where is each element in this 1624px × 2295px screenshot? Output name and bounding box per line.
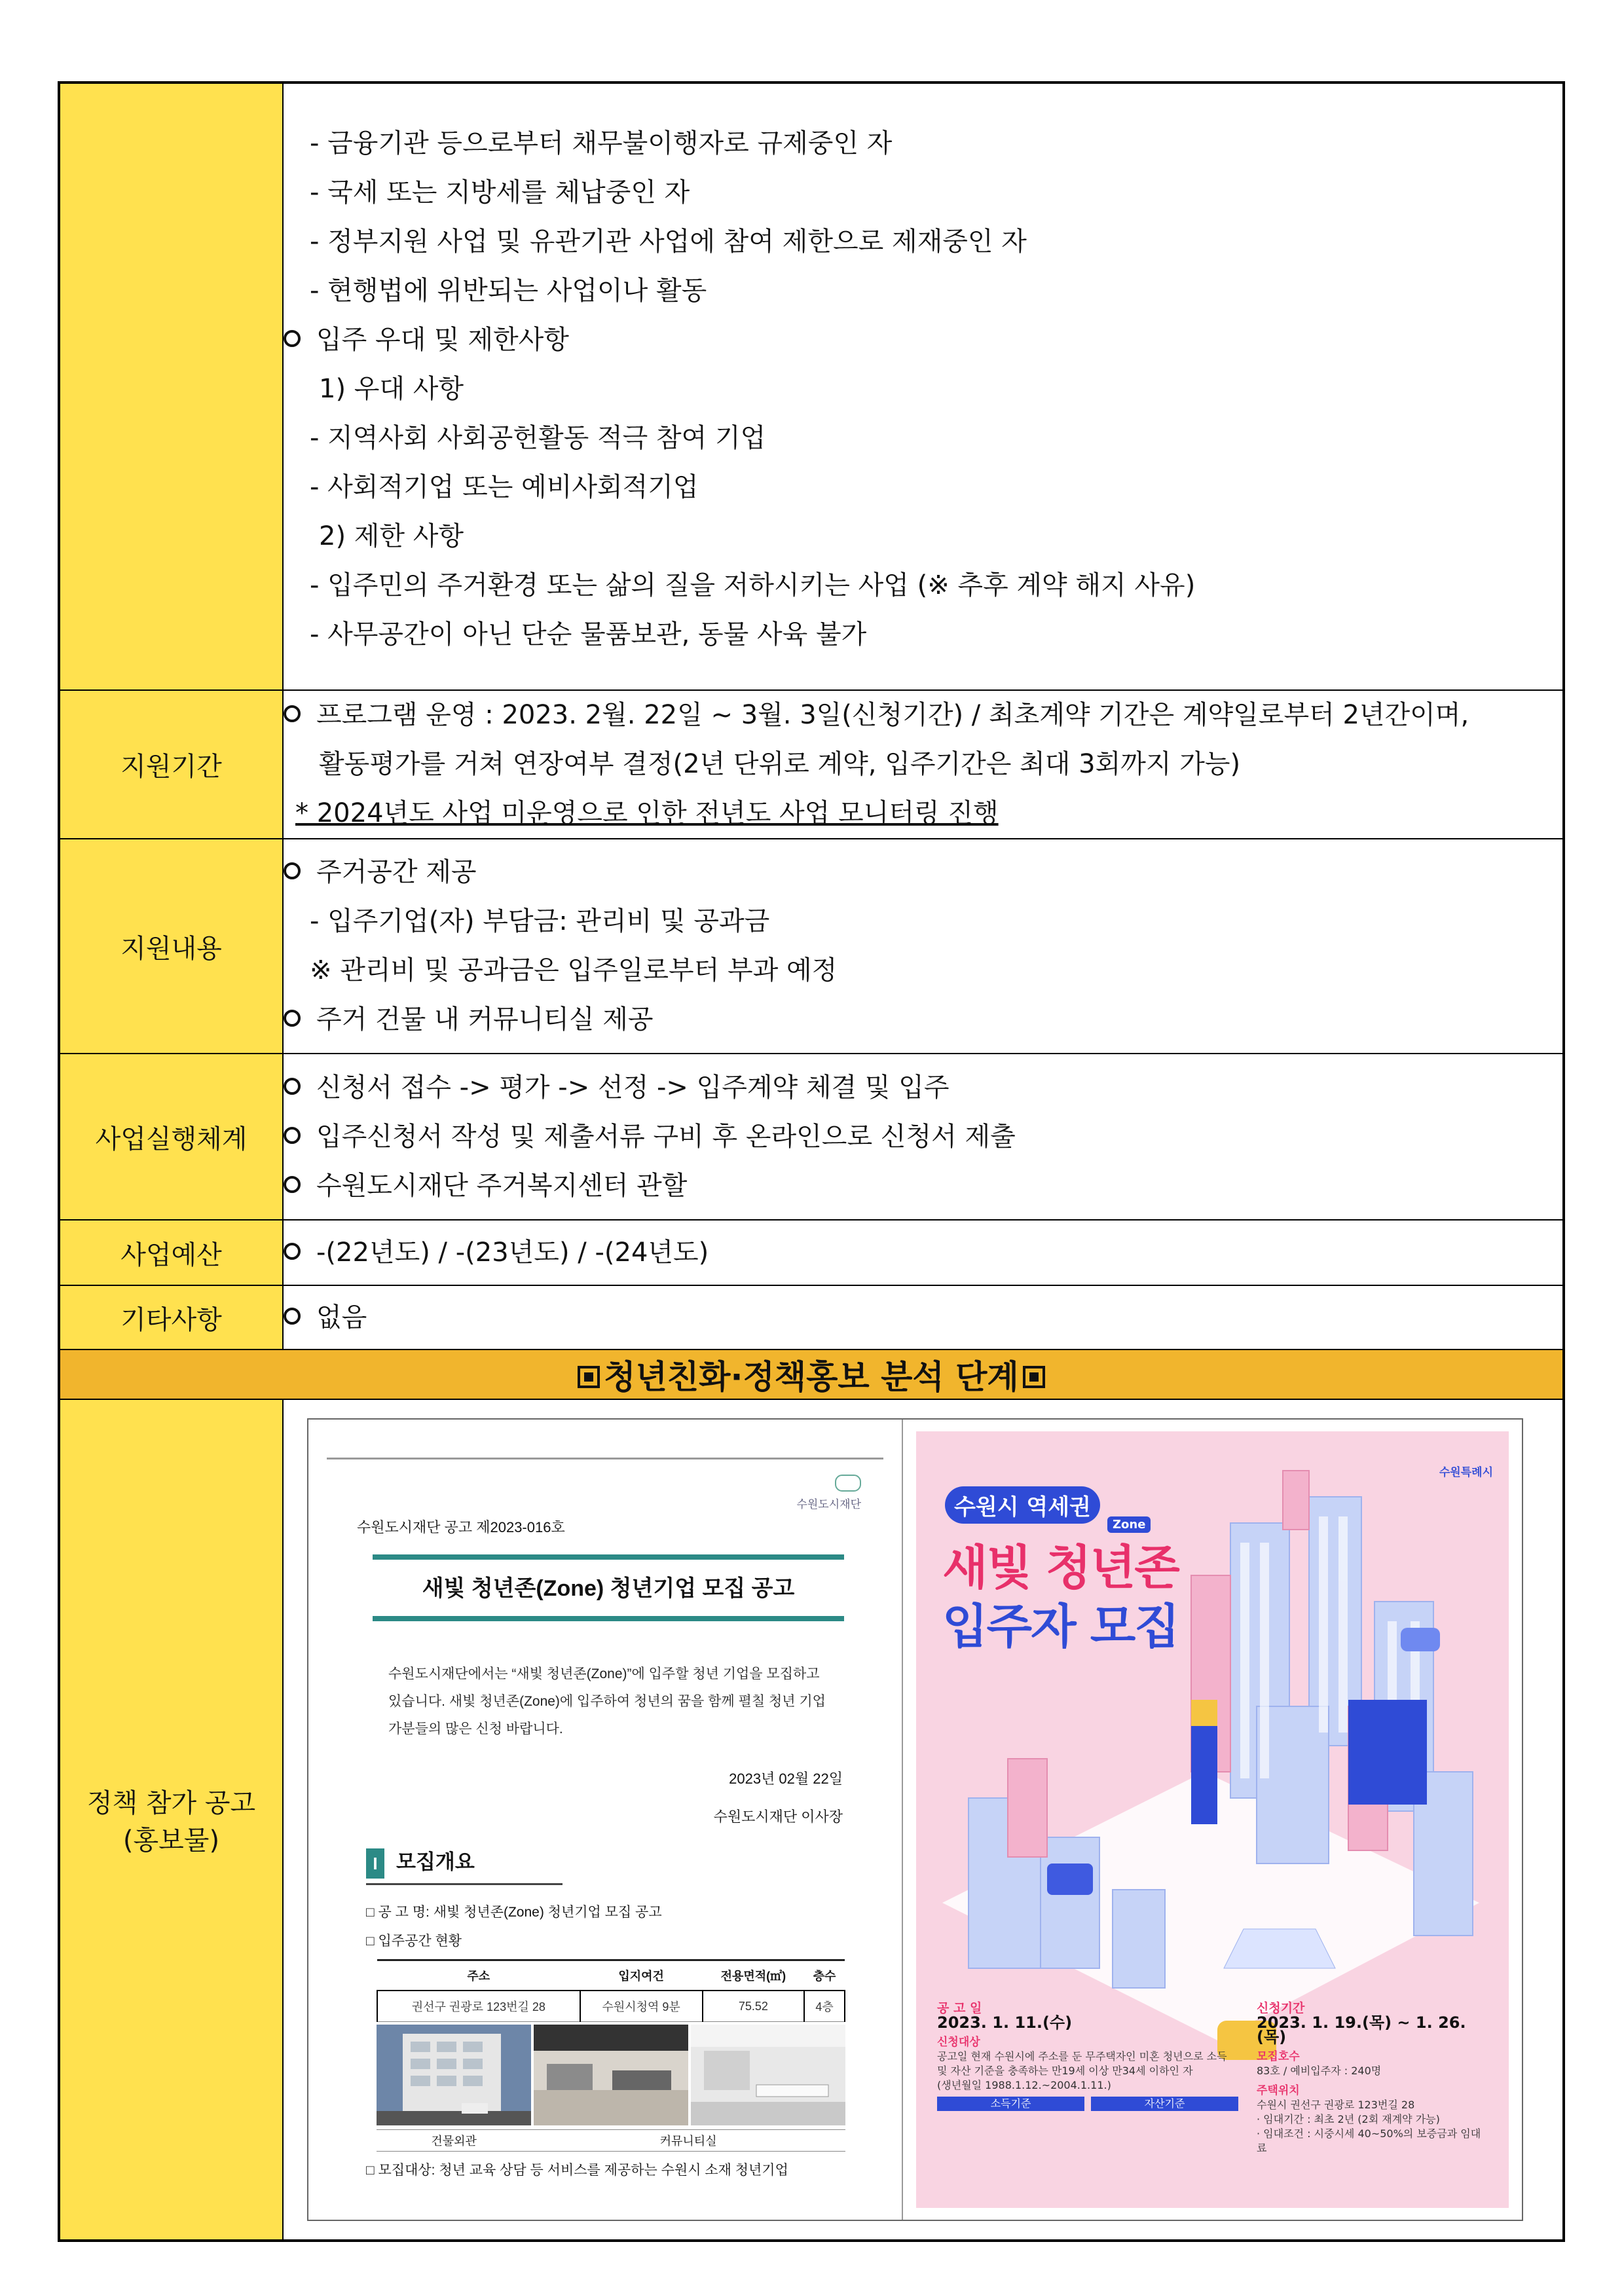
poster-title-2: 입주자 모집: [942, 1599, 1179, 1654]
text-line: - 입주민의 주거환경 또는 삶의 질을 저하시키는 사업 (※ 추후 계약 해지 사유): [310, 570, 1196, 600]
promo-label-line: 정책 참가 공고: [86, 1788, 256, 1818]
budget-label: 사업예산: [59, 1220, 283, 1285]
poster-info-right: [1257, 2001, 1486, 2156]
bullet-text: 입주 우대 및 제한사항: [316, 325, 569, 355]
etc-content: [283, 1285, 1564, 1349]
title-bar-bottom: [373, 1616, 844, 1621]
info-heading: 신청대상: [937, 2036, 980, 2049]
bullet-text: 프로그램 운영 : 2023. 2월. 22일 ~ 3월. 3일(신청기간) / 최초계약 기간은 계약일로부터 2년간이며,: [316, 700, 1469, 730]
notice-number: 수원도시재단 공고 제2023-016호: [357, 1519, 565, 1535]
title-bar-top: [373, 1554, 844, 1560]
text-line: - 사무공간이 아닌 단순 물품보관, 동물 사육 불가: [310, 619, 867, 650]
circle-bullet-icon: [284, 1010, 301, 1027]
table-cell: 수원시청역 9분: [580, 1991, 703, 2022]
text-line: - 국세 또는 지방세를 체납중인 자: [310, 177, 690, 208]
table-header: 입지여건: [580, 1960, 703, 1991]
notice-signer: 수원도시재단 이사장: [713, 1808, 843, 1825]
bullet-text: 신청서 접수 -> 평가 -> 선정 -> 입주계약 체결 및 입주: [316, 1072, 950, 1103]
section-banner-text: 청년친화·정책홍보 분석 단계: [604, 1358, 1019, 1396]
check-item: □ 입주공간 현황: [366, 1934, 462, 1949]
text-line: 1) 우대 사항: [319, 374, 464, 404]
circle-bullet-icon: [284, 862, 301, 879]
note-line: * 2024년도 사업 미운영으로 인한 전년도 사업 모니터링 진행: [295, 798, 999, 828]
bullet-text: 수원도시재단 주거복지센터 관할: [316, 1170, 688, 1201]
bullet-line: [284, 316, 1562, 365]
etc-row: [59, 1285, 1564, 1349]
continued-label-cell: [59, 83, 283, 690]
continued-content-cell: [283, 83, 1564, 690]
promo-content: [283, 1399, 1564, 2241]
term-text: · 임대기간 : 최초 2년 (2회 재계약 가능): [1257, 2113, 1440, 2125]
notice-date-block: [714, 1760, 843, 1836]
bullet-line: [284, 1162, 1562, 1211]
square-bullet-icon: [578, 1366, 600, 1388]
text-line: - 지역사회 사회공헌활동 적극 참여 기업: [310, 423, 766, 453]
divider: [366, 1883, 563, 1885]
section-number: I: [366, 1848, 384, 1879]
bullet-text: 주거공간 제공: [316, 857, 477, 887]
text-line: 활동평가를 거쳐 연장여부 결정(2년 단위로 계약, 입주기간은 최대 3회까지 가능): [319, 749, 1241, 779]
execution-row: [59, 1054, 1564, 1220]
divider: [327, 1458, 883, 1460]
bullet-text: 없음: [316, 1302, 367, 1332]
promo-image-frame: [307, 1418, 1523, 2221]
text-line: - 정부지원 사업 및 유관기관 사업에 참여 제한으로 제재중인 자: [310, 227, 1027, 257]
support-period-row: [59, 690, 1564, 839]
support-content-label: 지원내용: [59, 839, 283, 1054]
asset-label: 자산기준: [1091, 2097, 1238, 2111]
foundation-logo: [796, 1475, 861, 1511]
notice-date-value: 2023. 1. 11.(수): [937, 2013, 1073, 2032]
notice-title: 새빛 청년존(Zone) 청년기업 모집 공고: [422, 1576, 795, 1601]
table-header-row: [377, 1960, 845, 1991]
text-line: - 사회적기업 또는 예비사회적기업: [310, 472, 699, 502]
circle-bullet-icon: [284, 1176, 301, 1193]
bullet-line: [284, 1293, 1562, 1342]
recruit-poster-image: [916, 1431, 1509, 2208]
circle-bullet-icon: [284, 1078, 301, 1095]
location-text: 수원시 권선구 권광로 123번길 28: [1257, 2099, 1415, 2111]
condition-text: · 임대조건 : 시중시세 40~50%의 보증금과 임대료: [1257, 2127, 1481, 2154]
bullet-line: [284, 1112, 1562, 1162]
notice-date: 2023년 02월 22일: [729, 1771, 843, 1787]
etc-label: 기타사항: [59, 1285, 283, 1349]
text-line: - 입주기업(자) 부담금: 관리비 및 공과금: [310, 906, 770, 936]
support-content-cell: [283, 839, 1564, 1054]
logo-mark-icon: [835, 1475, 861, 1492]
table-header: 주소: [377, 1960, 580, 1991]
meeting-room-photo: [691, 2025, 845, 2125]
execution-content: [283, 1054, 1564, 1220]
supply-text: 83호 / 예비입주자 : 240명: [1257, 2065, 1382, 2077]
criteria-headers: [937, 2097, 1238, 2111]
building-photo: [377, 2025, 531, 2125]
circle-bullet-icon: [284, 1243, 301, 1260]
bullet-line: [284, 691, 1562, 740]
section-banner-row: [59, 1349, 1564, 1399]
circle-bullet-icon: [284, 330, 301, 347]
bullet-text: -(22년도) / -(23년도) / -(24년도): [316, 1237, 709, 1268]
info-heading: 공 고 일: [937, 2001, 982, 2015]
info-heading: 신청기간: [1257, 2001, 1305, 2015]
promo-row: [59, 1399, 1564, 2241]
text-line: - 금융기관 등으로부터 채무불이행자로 규제중인 자: [310, 128, 893, 158]
promo-label-line: (홍보물): [122, 1826, 220, 1856]
bullet-text: 입주신청서 작성 및 제출서류 구비 후 온라인으로 신청서 제출: [316, 1121, 1016, 1152]
square-bullet-icon: [1023, 1366, 1045, 1388]
space-table: [377, 1959, 845, 2022]
table-row: [377, 1991, 845, 2022]
poster-subtitle: 수원시 역세권: [945, 1486, 1100, 1524]
section-heading: [366, 1845, 475, 1879]
project-table: [58, 81, 1565, 2242]
check-item: □ 공 고 명: 새빛 청년존(Zone) 청년기업 모집 공고: [366, 1905, 662, 1920]
info-heading: 모집호수: [1257, 2050, 1300, 2063]
zone-tag: Zone: [1107, 1516, 1151, 1533]
table-cell: 75.52: [703, 1991, 804, 2022]
recruit-notice-image: [308, 1420, 903, 2220]
text-line: 2) 제한 사항: [319, 521, 464, 551]
support-content-row: [59, 839, 1564, 1054]
text-line: ※ 관리비 및 공과금은 입주일로부터 부과 예정: [310, 955, 838, 985]
continued-row: [59, 83, 1564, 690]
notice-body: 수원도시재단에서는 “새빛 청년존(Zone)”에 입주할 청년 기업을 모집하고 있습니다. 새빛 청년존(Zone)에 입주하여 청년의 꿈을 함께 펼칠 청년 기업가분들의 많은 신청 바랍니다.: [388, 1666, 826, 1736]
circle-bullet-icon: [284, 1308, 301, 1325]
support-period-label: 지원기간: [59, 690, 283, 839]
photo-caption: 커뮤니티실: [659, 2135, 717, 2148]
budget-row: [59, 1220, 1564, 1285]
income-label: 소득기준: [937, 2097, 1084, 2111]
poster-title-1: 새빛 청년존: [942, 1540, 1179, 1595]
execution-label: 사업실행체계: [59, 1054, 283, 1220]
promo-label: [59, 1399, 283, 2241]
support-period-content: [283, 690, 1564, 839]
budget-content: [283, 1220, 1564, 1285]
info-heading: 주택위치: [1257, 2084, 1300, 2097]
section-title: 모집개요: [396, 1850, 475, 1873]
check-item: □ 모집대상: 청년 교육 상담 등 서비스를 제공하는 수원시 소재 청년기업: [366, 2163, 788, 2178]
circle-bullet-icon: [284, 705, 301, 722]
target-note: (생년월일 1988.1.12.~2004.1.11.): [937, 2079, 1111, 2091]
bullet-line: [284, 1063, 1562, 1112]
poster-brand: 수원특례시: [1439, 1466, 1493, 1479]
target-text: 공고일 현재 수원시에 주소를 둔 무주택자인 미혼 청년으로 소득 및 자산 기준을 충족하는 만19세 이상 만34세 이하인 자: [937, 2050, 1227, 2077]
table-cell: 권선구 권광로 123번길 28: [377, 1991, 580, 2022]
bullet-line: [284, 848, 1562, 897]
photo-caption: 건물외관: [431, 2135, 477, 2148]
bullet-line: [284, 1228, 1562, 1277]
text-line: - 현행법에 위반되는 사업이나 활동: [310, 276, 707, 306]
community-room-photo: [534, 2025, 688, 2125]
document-page: [58, 81, 1565, 2242]
photo-strip: [377, 2025, 845, 2125]
circle-bullet-icon: [284, 1127, 301, 1144]
bullet-text: 주거 건물 내 커뮤니티실 제공: [316, 1004, 654, 1035]
table-cell: 4층: [804, 1991, 845, 2022]
table-header: 전용면적(㎡): [703, 1960, 804, 1991]
apply-date-value: 2023. 1. 19.(목) ~ 1. 26.(목): [1257, 2013, 1466, 2046]
section-banner: [59, 1349, 1564, 1399]
poster-info-left: [937, 2001, 1238, 2111]
photo-captions: [377, 2129, 845, 2152]
table-header: 층수: [804, 1960, 845, 1991]
logo-text: 수원도시재단: [796, 1498, 861, 1511]
bullet-line: [284, 995, 1562, 1044]
